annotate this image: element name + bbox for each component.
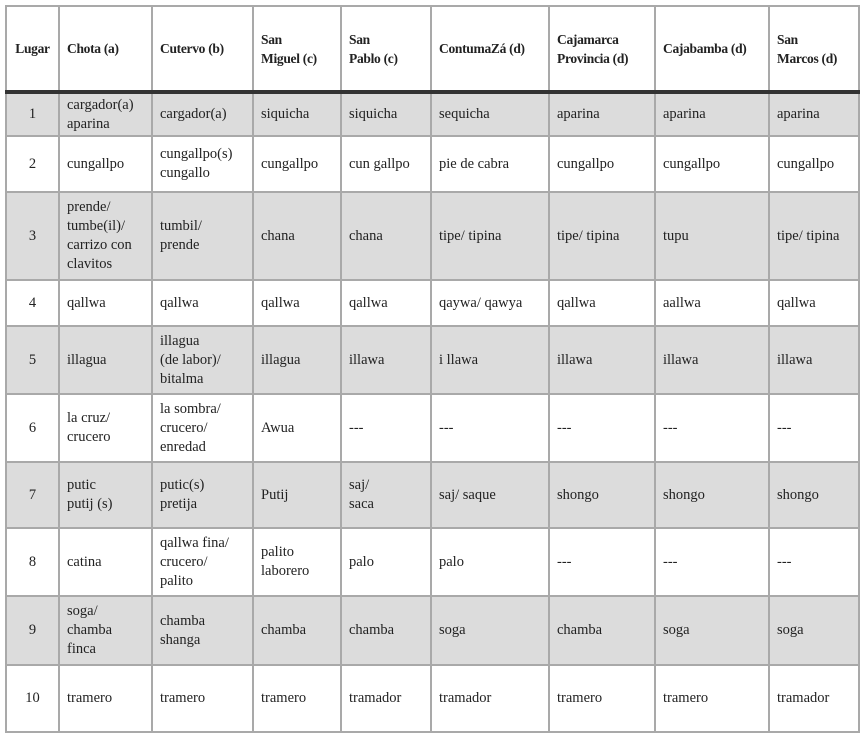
table-cell: cungallpo(s) cungallo: [152, 136, 253, 192]
table-cell: tipe/ tipina: [431, 192, 549, 280]
table-cell: qallwa: [549, 280, 655, 326]
table-cell: cun gallpo: [341, 136, 431, 192]
table-cell: aallwa: [655, 280, 769, 326]
table-cell: illawa: [341, 326, 431, 394]
table-cell: aparina: [655, 92, 769, 136]
table-cell: tramero: [152, 665, 253, 732]
column-header: Cutervo (b): [152, 6, 253, 92]
table-cell: la cruz/ crucero: [59, 394, 152, 462]
row-number: 9: [6, 596, 59, 665]
table-row: [6, 92, 859, 136]
table-cell: soga/ chamba finca: [59, 596, 152, 665]
row-number: 7: [6, 462, 59, 528]
table-cell: aparina: [549, 92, 655, 136]
table-row: [6, 280, 859, 326]
table-cell: tipe/ tipina: [549, 192, 655, 280]
table-cell: ---: [769, 528, 859, 596]
table-cell: tramador: [769, 665, 859, 732]
table-cell: cungallpo: [769, 136, 859, 192]
table-cell: Putij: [253, 462, 341, 528]
table-cell: tramador: [431, 665, 549, 732]
table-cell: illagua (de labor)/ bitalma: [152, 326, 253, 394]
table-cell: chana: [253, 192, 341, 280]
table-cell: cungallpo: [59, 136, 152, 192]
table-row: [6, 528, 859, 596]
column-header: Chota (a): [59, 6, 152, 92]
table-cell: qallwa: [253, 280, 341, 326]
table-cell: prende/ tumbe(il)/ carrizo con clavitos: [59, 192, 152, 280]
table-cell: aparina: [769, 92, 859, 136]
table-cell: la sombra/ crucero/ enredad: [152, 394, 253, 462]
table-row: [6, 596, 859, 665]
table-cell: tramador: [341, 665, 431, 732]
table-cell: ---: [549, 528, 655, 596]
row-number: 3: [6, 192, 59, 280]
table-cell: qallwa fina/ crucero/ palito: [152, 528, 253, 596]
table-cell: cungallpo: [549, 136, 655, 192]
table-cell: cargador(a) aparina: [59, 92, 152, 136]
row-number: 8: [6, 528, 59, 596]
table-cell: soga: [655, 596, 769, 665]
row-number: 10: [6, 665, 59, 732]
table-cell: qaywa/ qawya: [431, 280, 549, 326]
table-cell: shongo: [655, 462, 769, 528]
comparison-table: [5, 5, 860, 733]
table-cell: tramero: [655, 665, 769, 732]
table-row: [6, 136, 859, 192]
table-cell: Awua: [253, 394, 341, 462]
column-header: Cajamarca Provincia (d): [549, 6, 655, 92]
table-cell: illawa: [655, 326, 769, 394]
table-cell: pie de cabra: [431, 136, 549, 192]
table-cell: cungallpo: [655, 136, 769, 192]
row-number: 2: [6, 136, 59, 192]
row-number: 6: [6, 394, 59, 462]
column-header: Lugar: [6, 6, 59, 92]
table-cell: chamba: [341, 596, 431, 665]
table-row: [6, 192, 859, 280]
table-cell: tipe/ tipina: [769, 192, 859, 280]
table-row: [6, 394, 859, 462]
header-row: [6, 6, 859, 92]
table-row: [6, 326, 859, 394]
column-header: ContumaZá (d): [431, 6, 549, 92]
table-cell: ---: [431, 394, 549, 462]
table-cell: soga: [431, 596, 549, 665]
column-header: San Pablo (c): [341, 6, 431, 92]
table-cell: qallwa: [341, 280, 431, 326]
column-header: San Marcos (d): [769, 6, 859, 92]
table-cell: tramero: [253, 665, 341, 732]
table-cell: illagua: [253, 326, 341, 394]
table-cell: qallwa: [152, 280, 253, 326]
table-cell: siquicha: [341, 92, 431, 136]
table-cell: tramero: [59, 665, 152, 732]
table-cell: qallwa: [769, 280, 859, 326]
table-cell: ---: [341, 394, 431, 462]
table-cell: tupu: [655, 192, 769, 280]
table-cell: chamba: [253, 596, 341, 665]
table-cell: ---: [549, 394, 655, 462]
table-cell: illawa: [549, 326, 655, 394]
table-cell: soga: [769, 596, 859, 665]
table-cell: tramero: [549, 665, 655, 732]
table-cell: ---: [655, 394, 769, 462]
table-cell: palo: [431, 528, 549, 596]
table-cell: saj/ saque: [431, 462, 549, 528]
table-cell: chamba: [549, 596, 655, 665]
table-cell: siquicha: [253, 92, 341, 136]
table-cell: palito laborero: [253, 528, 341, 596]
table-cell: cungallpo: [253, 136, 341, 192]
table-cell: chana: [341, 192, 431, 280]
table-cell: cargador(a): [152, 92, 253, 136]
table-cell: illagua: [59, 326, 152, 394]
table-cell: sequicha: [431, 92, 549, 136]
table-cell: shongo: [769, 462, 859, 528]
table-cell: saj/ saca: [341, 462, 431, 528]
table-cell: shongo: [549, 462, 655, 528]
row-number: 4: [6, 280, 59, 326]
table-cell: palo: [341, 528, 431, 596]
table-cell: chamba shanga: [152, 596, 253, 665]
table-cell: qallwa: [59, 280, 152, 326]
table-cell: ---: [769, 394, 859, 462]
table-cell: catina: [59, 528, 152, 596]
table-cell: tumbil/ prende: [152, 192, 253, 280]
row-number: 5: [6, 326, 59, 394]
table-cell: putic(s) pretija: [152, 462, 253, 528]
table-cell: illawa: [769, 326, 859, 394]
table-cell: i llawa: [431, 326, 549, 394]
row-number: 1: [6, 92, 59, 136]
column-header: Cajabamba (d): [655, 6, 769, 92]
table-row: [6, 462, 859, 528]
column-header: San Miguel (c): [253, 6, 341, 92]
table-cell: putic putij (s): [59, 462, 152, 528]
table-row: [6, 665, 859, 732]
table-cell: ---: [655, 528, 769, 596]
